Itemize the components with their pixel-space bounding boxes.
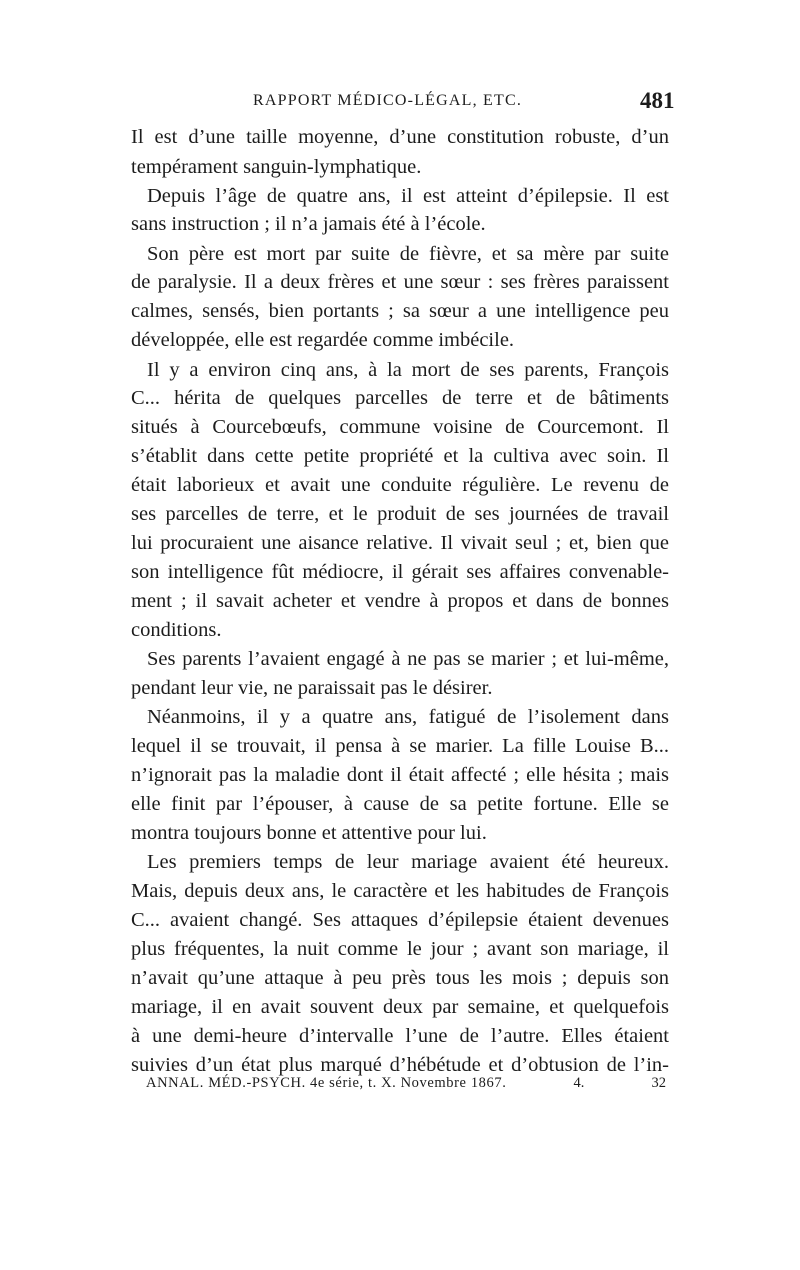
text-line: Il y a environ cinq ans, à la mort de ses parents, François bbox=[147, 359, 669, 381]
text-line: mariage, il en avait souvent deux par semaine, et quelquefois bbox=[131, 996, 669, 1018]
running-head: RAPPORT MÉDICO-LÉGAL, ETC. bbox=[253, 92, 523, 109]
text-line: ment ; il savait acheter et vendre à propos et dans de bonnes bbox=[131, 590, 669, 612]
text-line: Il est d’une taille moyenne, d’une constitution robuste, d’un bbox=[131, 126, 669, 148]
text-line: suivies d’un état plus marqué d’hébétude et d’obtusion de l’in- bbox=[131, 1054, 669, 1076]
text-line: Son père est mort par suite de fièvre, et sa mère par suite bbox=[147, 243, 669, 265]
signature-mark: 32 bbox=[651, 1075, 666, 1091]
page-footer bbox=[146, 1075, 666, 1092]
text-line: tempérament sanguin-lymphatique. bbox=[131, 156, 422, 178]
text-line: Ses parents l’avaient engagé à ne pas se marier ; et lui-même, bbox=[147, 648, 669, 670]
text-line: Depuis l’âge de quatre ans, il est atteint d’épilepsie. Il est bbox=[147, 185, 669, 207]
text-line: pendant leur vie, ne paraissait pas le désirer. bbox=[131, 677, 493, 699]
text-line: son intelligence fût médiocre, il gérait ses affaires convenable- bbox=[131, 561, 669, 583]
text-line: conditions. bbox=[131, 619, 222, 641]
text-line: était laborieux et avait une conduite régulière. Le revenu de bbox=[131, 474, 669, 496]
journal-reference: ANNAL. MÉD.-PSYCH. 4e série, t. X. Novembre 1867. bbox=[146, 1075, 507, 1091]
text-line: n’avait qu’une attaque à peu près tous les mois ; depuis son bbox=[131, 967, 669, 989]
text-line: calmes, sensés, bien portants ; sa sœur a une intelligence peu bbox=[131, 300, 669, 322]
volume-number: 4. bbox=[573, 1075, 585, 1091]
text-line: de paralysie. Il a deux frères et une sœur : ses frères paraissent bbox=[131, 271, 669, 293]
text-line: situés à Courcebœufs, commune voisine de Courcemont. Il bbox=[131, 416, 669, 438]
text-line: lui procuraient une aisance relative. Il vivait seul ; et, bien que bbox=[131, 532, 669, 554]
text-line: C... avaient changé. Ses attaques d’épilepsie étaient devenues bbox=[131, 909, 669, 931]
text-line: C... hérita de quelques parcelles de terre et de bâtiments bbox=[131, 387, 669, 409]
text-line: Les premiers temps de leur mariage avaient été heureux. bbox=[147, 851, 669, 873]
text-line: Mais, depuis deux ans, le caractère et les habitudes de François bbox=[131, 880, 669, 902]
text-line: sans instruction ; il n’a jamais été à l’école. bbox=[131, 213, 486, 235]
text-line: Néanmoins, il y a quatre ans, fatigué de l’isolement dans bbox=[147, 706, 669, 728]
text-line: n’ignorait pas la maladie dont il était affecté ; elle hésita ; mais bbox=[131, 764, 669, 786]
text-line: à une demi-heure d’intervalle l’une de l’autre. Elles étaient bbox=[131, 1025, 669, 1047]
text-line: plus fréquentes, la nuit comme le jour ; avant son mariage, il bbox=[131, 938, 669, 960]
page-number: 481 bbox=[640, 88, 675, 113]
text-line: s’établit dans cette petite propriété et la cultiva avec soin. Il bbox=[131, 445, 669, 467]
text-line: montra toujours bonne et attentive pour lui. bbox=[131, 822, 487, 844]
text-line: ses parcelles de terre, et le produit de ses journées de travail bbox=[131, 503, 669, 525]
text-line: lequel il se trouvait, il pensa à se marier. La fille Louise B... bbox=[131, 735, 669, 757]
text-line: développée, elle est regardée comme imbécile. bbox=[131, 329, 515, 351]
text-line: elle finit par l’épouser, à cause de sa petite fortune. Elle se bbox=[131, 793, 669, 815]
